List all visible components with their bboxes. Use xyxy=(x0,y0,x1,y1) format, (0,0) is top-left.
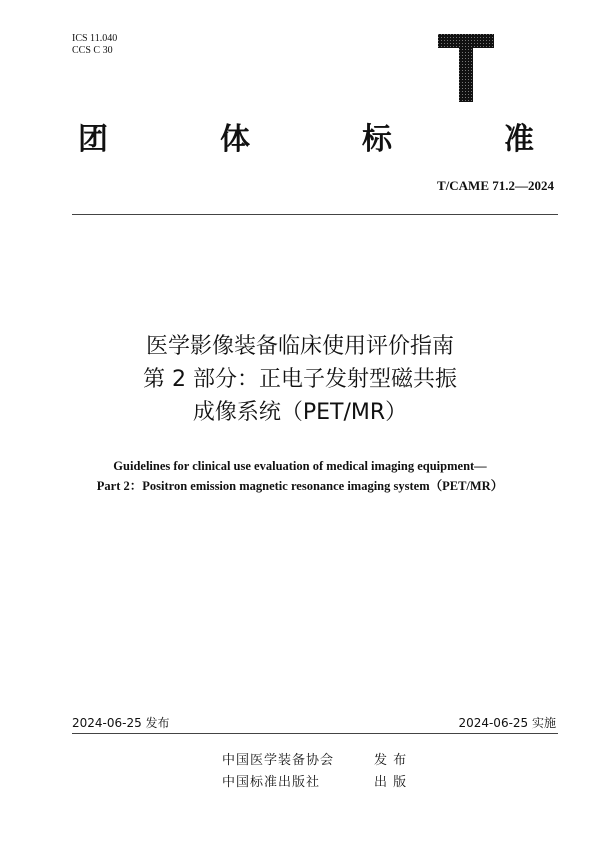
publish-date: 2024-06-25 发布 xyxy=(72,716,170,730)
classification-codes xyxy=(72,33,117,57)
english-title-line-2: Part 2：Positron emission magnetic resonance imaging system（PET/MR） xyxy=(96,479,504,493)
issuer-org-2: 中国标准出版社 xyxy=(222,775,321,790)
issuer-roles xyxy=(374,750,407,794)
chinese-title xyxy=(0,330,600,429)
ccs-code: CCS C 30 xyxy=(72,45,113,56)
top-divider xyxy=(72,214,558,215)
english-title xyxy=(0,456,600,496)
standard-type-char-3: 标 xyxy=(362,122,392,157)
standard-number: T/CAME 71.2—2024 xyxy=(437,178,554,193)
chinese-title-line-1: 医学影像装备临床使用评价指南 xyxy=(145,334,454,359)
issuer-orgs xyxy=(222,750,334,794)
issuer-org-1: 中国医学装备协会 xyxy=(222,753,335,768)
standard-type-char-1: 团 xyxy=(78,122,108,157)
chinese-title-line-2: 第 2 部分：正电子发射型磁共振 xyxy=(143,367,457,392)
implement-date: 2024-06-25 实施 xyxy=(458,716,556,730)
issuer-role-1: 发 布 xyxy=(374,753,408,768)
standard-type-char-4: 准 xyxy=(504,122,534,157)
issuer-role-2: 出 版 xyxy=(374,775,408,790)
standard-type xyxy=(72,120,542,160)
chinese-title-line-3: 成像系统（PET/MR） xyxy=(192,400,408,425)
english-title-line-1: Guidelines for clinical use evaluation of medical imaging equipment— xyxy=(113,459,487,473)
bottom-divider xyxy=(72,733,558,734)
ics-code: ICS 11.040 xyxy=(72,33,118,44)
standard-letter-logo xyxy=(438,34,494,102)
standard-type-char-2: 体 xyxy=(220,122,250,157)
